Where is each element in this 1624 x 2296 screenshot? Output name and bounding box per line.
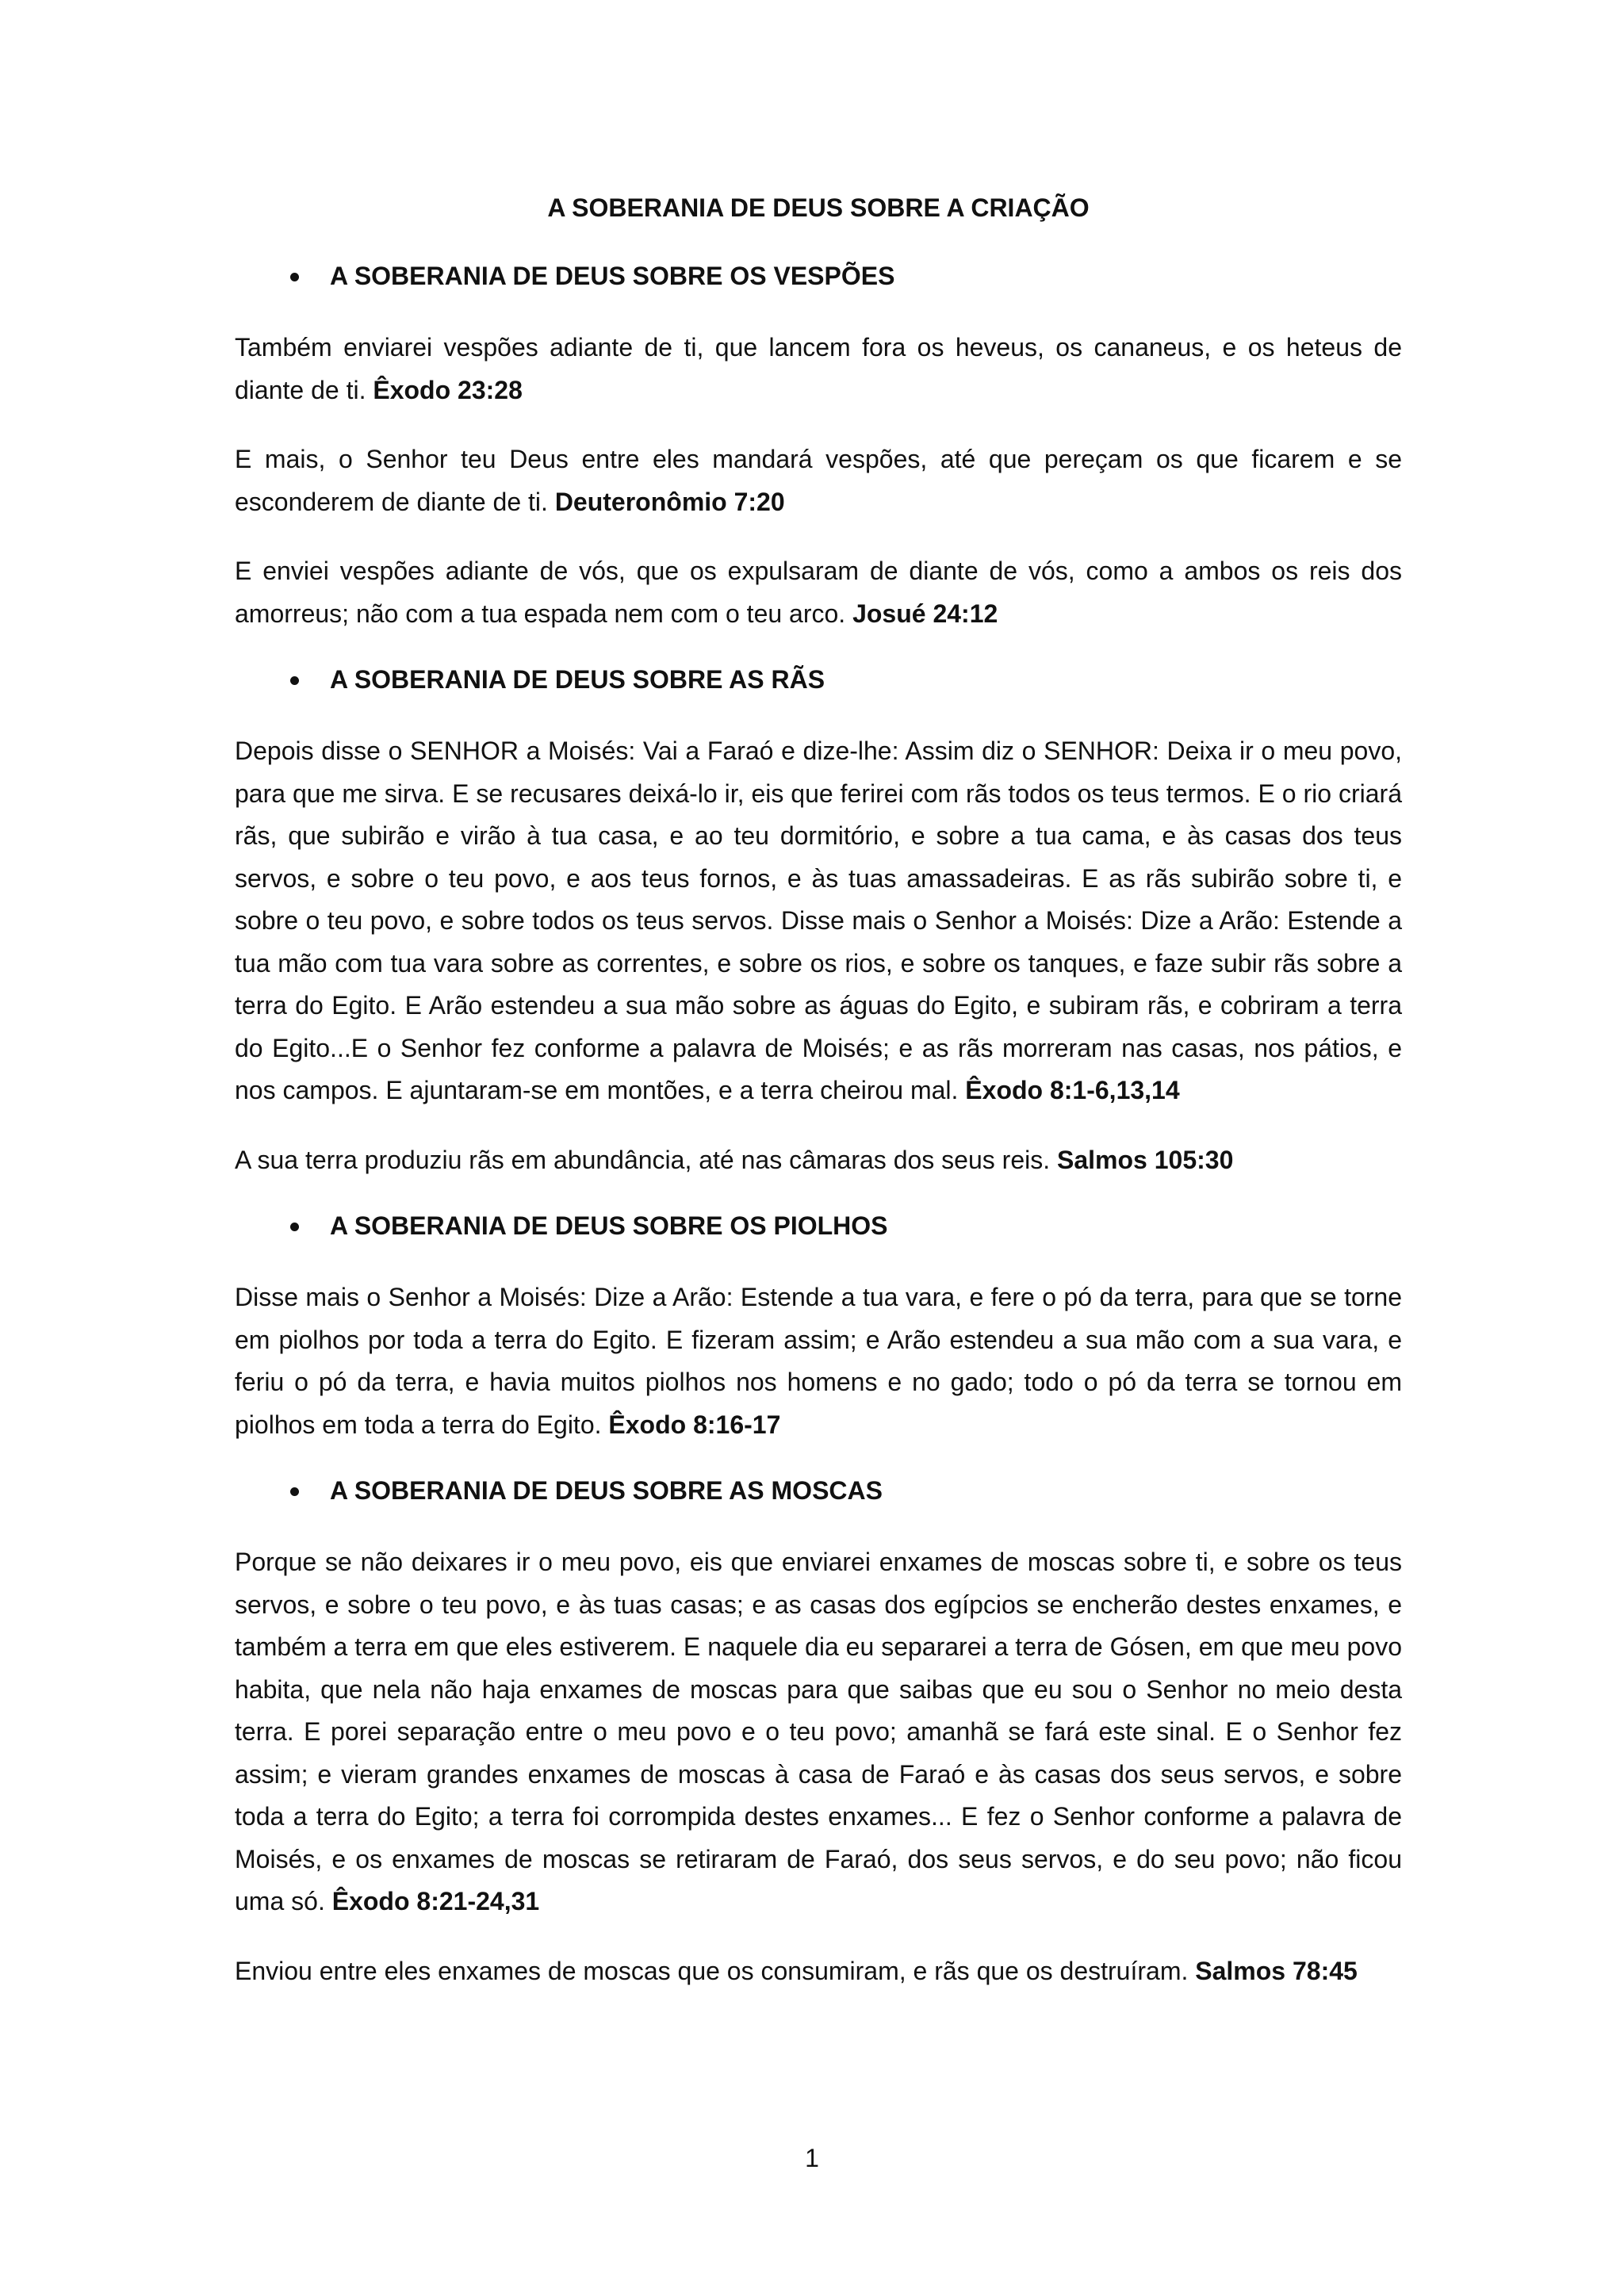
verse-reference: Josué 24:12 — [852, 599, 998, 628]
verse-reference: Êxodo 23:28 — [373, 375, 523, 404]
bullet-icon — [290, 1487, 299, 1496]
verse-paragraph — [235, 438, 1402, 523]
section-heading-text: A SOBERANIA DE DEUS SOBRE OS VESPÕES — [330, 262, 895, 290]
verse-reference: Êxodo 8:16-17 — [608, 1410, 781, 1439]
verse-paragraph — [235, 1276, 1402, 1446]
verse-text: A sua terra produziu rãs em abundância, até nas câmaras dos seus reis. — [235, 1145, 1051, 1174]
verse-paragraph — [235, 550, 1402, 635]
verse-paragraph — [235, 730, 1402, 1112]
verse-paragraph — [235, 327, 1402, 411]
section-heading-text: A SOBERANIA DE DEUS SOBRE AS MOSCAS — [330, 1476, 883, 1505]
verse-text: Porque se não deixares ir o meu povo, eis que enviarei enxames de moscas sobre ti, e sobre os teus servos, e sobre o teu povo, e às tuas casas; e as casas dos egípcios se encherão destes enxames, e também a terra em que eles estiverem. E naquele dia eu separarei a terra de Gósen, em que meu povo habita, que nela não haja enxames de moscas para que saibas que eu sou o Senhor no meio desta terra. E porei separação entre o meu povo e o teu povo; amanhã se fará este sinal. E o Senhor fez assim; e vieram grandes enxames de moscas à casa de Faraó e às casas dos seus servos, e sobre toda a terra do Egito; a terra foi corrompida destes enxames... E fez o Senhor conforme a palavra de Moisés, e os enxames de moscas se retiraram de Faraó, dos seus servos, e do seu povo; não ficou uma só. — [235, 1548, 1402, 1915]
section-heading — [235, 662, 1402, 697]
verse-paragraph — [235, 1541, 1402, 1923]
verse-text: Disse mais o Senhor a Moisés: Dize a Arão: Estende a tua vara, e fere o pó da terra, para que se torne em piolhos por toda a terra do Egito. E fizeram assim; e Arão estendeu a sua mão com a sua vara, e feriu o pó da terra, e havia muitos piolhos nos homens e no gado; todo o pó da terra se tornou em piolhos em toda a terra do Egito. — [235, 1283, 1402, 1439]
section-heading — [235, 258, 1402, 293]
document-title: A SOBERANIA DE DEUS SOBRE A CRIAÇÃO — [547, 193, 1090, 222]
bullet-icon — [290, 1223, 299, 1231]
verse-reference: Salmos 78:45 — [1195, 1956, 1358, 1985]
verse-reference: Salmos 105:30 — [1057, 1145, 1234, 1174]
verse-reference: Êxodo 8:1-6,13,14 — [965, 1076, 1180, 1104]
verse-text: Depois disse o SENHOR a Moisés: Vai a Faraó e dize-lhe: Assim diz o SENHOR: Deixa ir o meu povo, para que me sirva. E se recusares deixá-lo ir, eis que ferirei com rãs todos os teus termos. E o rio criará rãs, que subirão e virão à tua casa, e ao teu dormitório, e sobre a tua cama, e às casas dos teus servos, e sobre o teu povo, e aos teus fornos, e às tuas amassadeiras. E as rãs subirão sobre ti, e sobre o teu povo, e sobre todos os teus servos. Disse mais o Senhor a Moisés: Dize a Arão: Estende a tua mão com tua vara sobre as correntes, e sobre os rios, e sobre os tanques, e faze subir rãs sobre a terra do Egito. E Arão estendeu a sua mão sobre as águas do Egito, e subiram rãs, e cobriram a terra do Egito...E o Senhor fez conforme a palavra de Moisés; e as rãs morreram nas casas, nos pátios, e nos campos. E ajuntaram-se em montões, e a terra cheirou mal. — [235, 737, 1402, 1104]
verse-text: E mais, o Senhor teu Deus entre eles mandará vespões, até que pereçam os que ficarem e se esconderem de diante de ti. — [235, 445, 1402, 516]
page-number: 1 — [805, 2144, 819, 2172]
bullet-icon — [290, 676, 299, 685]
verse-reference: Êxodo 8:21-24,31 — [331, 1887, 540, 1915]
verse-reference: Deuteronômio 7:20 — [554, 487, 785, 516]
verse-text: E enviei vespões adiante de vós, que os expulsaram de diante de vós, como a ambos os reis dos amorreus; não com a tua espada nem com o teu arco. — [235, 557, 1402, 628]
verse-text: Enviou entre eles enxames de moscas que os consumiram, e rãs que os destruíram. — [235, 1956, 1189, 1985]
section-heading — [235, 1208, 1402, 1243]
section-heading-text: A SOBERANIA DE DEUS SOBRE OS PIOLHOS — [330, 1211, 888, 1240]
verse-paragraph — [235, 1139, 1402, 1182]
section-heading-text: A SOBERANIA DE DEUS SOBRE AS RÃS — [330, 665, 825, 694]
bullet-icon — [290, 273, 299, 281]
section-heading — [235, 1473, 1402, 1508]
document-page — [235, 190, 1402, 2019]
verse-paragraph — [235, 1950, 1402, 1993]
verse-text: Também enviarei vespões adiante de ti, que lancem fora os heveus, os cananeus, e os heteus de diante de ti. — [235, 333, 1402, 404]
